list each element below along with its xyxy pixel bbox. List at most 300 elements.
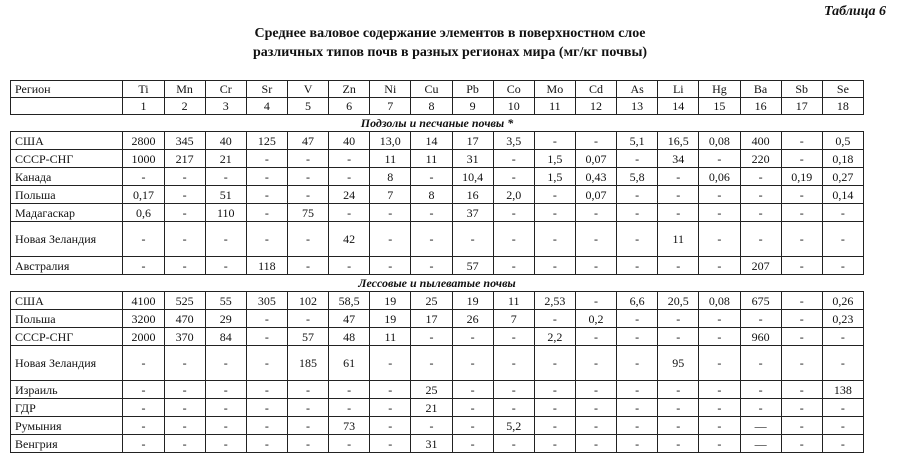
value-cell: 47 (287, 132, 328, 150)
value-cell: 5,2 (493, 417, 534, 435)
value-cell: - (411, 346, 452, 381)
table-row (11, 222, 864, 257)
value-cell: 0,26 (822, 292, 863, 310)
region-cell: США (11, 292, 123, 310)
value-cell: - (329, 399, 370, 417)
value-cell: - (699, 346, 740, 381)
value-cell: - (493, 150, 534, 168)
value-cell: - (699, 222, 740, 257)
value-cell: - (575, 417, 616, 435)
value-cell: - (781, 132, 822, 150)
value-cell: 0,14 (822, 186, 863, 204)
value-cell: 1000 (123, 150, 164, 168)
value-cell: - (617, 150, 658, 168)
value-cell: 305 (246, 292, 287, 310)
value-cell: - (246, 310, 287, 328)
header-number: 5 (287, 98, 328, 115)
value-cell: 0,08 (699, 292, 740, 310)
value-cell: - (534, 399, 575, 417)
header-number: 10 (493, 98, 534, 115)
value-cell: - (411, 328, 452, 346)
value-cell: - (699, 186, 740, 204)
region-cell: Новая Зеландия (11, 346, 123, 381)
value-cell: 0,2 (575, 310, 616, 328)
value-cell: 48 (329, 328, 370, 346)
header-element: Mo (534, 81, 575, 98)
value-cell: - (411, 204, 452, 222)
value-cell: - (246, 328, 287, 346)
value-cell: - (740, 204, 781, 222)
table-row (11, 417, 864, 435)
value-cell: 0,17 (123, 186, 164, 204)
value-cell: - (123, 381, 164, 399)
value-cell: 25 (411, 381, 452, 399)
value-cell: - (699, 399, 740, 417)
value-cell: - (699, 310, 740, 328)
value-cell: 0,19 (781, 168, 822, 186)
value-cell: 3,5 (493, 132, 534, 150)
value-cell: 40 (329, 132, 370, 150)
value-cell: - (123, 399, 164, 417)
value-cell: 7 (370, 186, 411, 204)
region-cell: Польша (11, 186, 123, 204)
header-number: 15 (699, 98, 740, 115)
region-cell: Венгрия (11, 435, 123, 453)
value-cell: 118 (246, 257, 287, 275)
value-cell: - (822, 346, 863, 381)
value-cell: - (534, 186, 575, 204)
table-row (11, 150, 864, 168)
value-cell: 10,4 (452, 168, 493, 186)
value-cell: 138 (822, 381, 863, 399)
value-cell: - (740, 346, 781, 381)
header-number: 18 (822, 98, 863, 115)
value-cell: 40 (205, 132, 246, 150)
header-number: 12 (575, 98, 616, 115)
value-cell: - (411, 257, 452, 275)
value-cell: - (534, 346, 575, 381)
value-cell: 26 (452, 310, 493, 328)
value-cell: - (205, 222, 246, 257)
value-cell: - (329, 435, 370, 453)
header-element: Sr (246, 81, 287, 98)
value-cell: - (246, 435, 287, 453)
value-cell: 370 (164, 328, 205, 346)
value-cell: 95 (658, 346, 699, 381)
value-cell: 8 (370, 168, 411, 186)
table-row (11, 381, 864, 399)
value-cell: - (822, 399, 863, 417)
value-cell: 84 (205, 328, 246, 346)
value-cell: 345 (164, 132, 205, 150)
value-cell: - (287, 222, 328, 257)
value-cell: - (246, 381, 287, 399)
value-cell: 1,5 (534, 168, 575, 186)
value-cell: - (575, 257, 616, 275)
value-cell: - (493, 346, 534, 381)
table-row (11, 310, 864, 328)
header-number: 17 (781, 98, 822, 115)
value-cell: - (740, 381, 781, 399)
header-number: 7 (370, 98, 411, 115)
header-number: 4 (246, 98, 287, 115)
value-cell: - (575, 222, 616, 257)
table-row (11, 257, 864, 275)
value-cell: 7 (493, 310, 534, 328)
value-cell: - (781, 257, 822, 275)
header-element: V (287, 81, 328, 98)
header-element: Ni (370, 81, 411, 98)
value-cell: - (287, 417, 328, 435)
value-cell: - (658, 381, 699, 399)
value-cell: - (287, 435, 328, 453)
value-cell: - (164, 204, 205, 222)
header-row-numbers (11, 98, 864, 115)
value-cell: - (822, 435, 863, 453)
value-cell: 0,08 (699, 132, 740, 150)
value-cell: - (658, 186, 699, 204)
value-cell: - (164, 417, 205, 435)
value-cell: - (534, 222, 575, 257)
table-row (11, 168, 864, 186)
value-cell: - (658, 328, 699, 346)
value-cell: - (575, 328, 616, 346)
region-cell: СССР-СНГ (11, 150, 123, 168)
value-cell: - (411, 222, 452, 257)
header-region-blank (11, 98, 123, 115)
data-table (10, 80, 864, 453)
value-cell: - (658, 204, 699, 222)
value-cell: 2,0 (493, 186, 534, 204)
value-cell: - (699, 381, 740, 399)
header-element: Se (822, 81, 863, 98)
value-cell: - (493, 222, 534, 257)
value-cell: - (452, 346, 493, 381)
value-cell: - (740, 399, 781, 417)
value-cell: 0,06 (699, 168, 740, 186)
header-number: 11 (534, 98, 575, 115)
value-cell: - (452, 222, 493, 257)
value-cell: - (246, 417, 287, 435)
value-cell: - (617, 186, 658, 204)
value-cell: - (617, 435, 658, 453)
value-cell: - (493, 168, 534, 186)
value-cell: - (534, 310, 575, 328)
region-cell: Израиль (11, 381, 123, 399)
value-cell: - (205, 168, 246, 186)
value-cell: - (370, 204, 411, 222)
value-cell: 217 (164, 150, 205, 168)
value-cell: 675 (740, 292, 781, 310)
value-cell: - (452, 435, 493, 453)
section-header-row (11, 275, 864, 292)
value-cell: 21 (411, 399, 452, 417)
value-cell: - (123, 417, 164, 435)
table-row (11, 186, 864, 204)
value-cell: 17 (411, 310, 452, 328)
value-cell: - (822, 222, 863, 257)
value-cell: - (452, 381, 493, 399)
value-cell: 57 (452, 257, 493, 275)
value-cell: - (617, 399, 658, 417)
value-cell: - (329, 168, 370, 186)
value-cell: - (617, 417, 658, 435)
value-cell: 2,53 (534, 292, 575, 310)
value-cell: - (123, 435, 164, 453)
header-element: Ba (740, 81, 781, 98)
value-cell: 14 (411, 132, 452, 150)
title-line-2: различных типов почв в разных регионах мира (мг/кг почвы) (252, 45, 648, 60)
value-cell: 11 (370, 328, 411, 346)
value-cell: 2000 (123, 328, 164, 346)
value-cell: 37 (452, 204, 493, 222)
value-cell: 21 (205, 150, 246, 168)
value-cell: - (123, 168, 164, 186)
value-cell: 4100 (123, 292, 164, 310)
region-cell: Канада (11, 168, 123, 186)
value-cell: - (740, 186, 781, 204)
value-cell: - (205, 399, 246, 417)
header-element: Cr (205, 81, 246, 98)
value-cell: - (699, 204, 740, 222)
value-cell: 1,5 (534, 150, 575, 168)
value-cell: - (534, 381, 575, 399)
value-cell: 185 (287, 346, 328, 381)
region-cell: Австралия (11, 257, 123, 275)
table-number-label: Таблица 6 (824, 4, 886, 19)
value-cell: 2,2 (534, 328, 575, 346)
value-cell: - (781, 204, 822, 222)
value-cell: - (164, 435, 205, 453)
header-element: Mn (164, 81, 205, 98)
value-cell: 16 (452, 186, 493, 204)
value-cell: - (534, 204, 575, 222)
value-cell: 29 (205, 310, 246, 328)
value-cell: 0,23 (822, 310, 863, 328)
value-cell: - (822, 257, 863, 275)
section-header-row (11, 115, 864, 132)
table-title (0, 24, 900, 62)
value-cell: 3200 (123, 310, 164, 328)
value-cell: 19 (370, 292, 411, 310)
value-cell: - (411, 417, 452, 435)
value-cell: - (205, 257, 246, 275)
value-cell: - (329, 150, 370, 168)
table-row (11, 328, 864, 346)
value-cell: 8 (411, 186, 452, 204)
region-cell: Новая Зеландия (11, 222, 123, 257)
value-cell: - (575, 435, 616, 453)
header-number: 1 (123, 98, 164, 115)
header-number: 13 (617, 98, 658, 115)
header-element: Li (658, 81, 699, 98)
value-cell: - (452, 417, 493, 435)
value-cell: - (617, 222, 658, 257)
value-cell: - (452, 399, 493, 417)
value-cell: - (575, 292, 616, 310)
value-cell: - (699, 257, 740, 275)
value-cell: 220 (740, 150, 781, 168)
value-cell: - (370, 399, 411, 417)
value-cell: - (370, 435, 411, 453)
value-cell: 110 (205, 204, 246, 222)
value-cell: - (287, 168, 328, 186)
value-cell: - (781, 328, 822, 346)
value-cell: - (164, 399, 205, 417)
value-cell: 20,5 (658, 292, 699, 310)
value-cell: 0,27 (822, 168, 863, 186)
header-element: Hg (699, 81, 740, 98)
value-cell: 0,07 (575, 186, 616, 204)
value-cell: 17 (452, 132, 493, 150)
value-cell: 0,43 (575, 168, 616, 186)
value-cell: - (123, 222, 164, 257)
value-cell: - (287, 310, 328, 328)
value-cell: 0,6 (123, 204, 164, 222)
value-cell: - (822, 204, 863, 222)
value-cell: 11 (493, 292, 534, 310)
table-row (11, 399, 864, 417)
value-cell: — (740, 417, 781, 435)
value-cell: - (740, 222, 781, 257)
value-cell: 19 (452, 292, 493, 310)
section-title: Подзолы и песчаные почвы * (11, 115, 864, 132)
value-cell: - (164, 346, 205, 381)
header-element: Ti (123, 81, 164, 98)
value-cell: - (329, 381, 370, 399)
header-number: 9 (452, 98, 493, 115)
value-cell: - (205, 346, 246, 381)
value-cell: - (164, 381, 205, 399)
value-cell: 960 (740, 328, 781, 346)
value-cell: 13,0 (370, 132, 411, 150)
value-cell: - (164, 222, 205, 257)
value-cell: 57 (287, 328, 328, 346)
value-cell: - (658, 310, 699, 328)
value-cell: - (287, 381, 328, 399)
value-cell: 11 (411, 150, 452, 168)
header-element: As (617, 81, 658, 98)
value-cell: - (781, 435, 822, 453)
value-cell: 125 (246, 132, 287, 150)
value-cell: — (740, 435, 781, 453)
value-cell: 55 (205, 292, 246, 310)
header-element: Cu (411, 81, 452, 98)
value-cell: 0,18 (822, 150, 863, 168)
header-row-elements (11, 81, 864, 98)
value-cell: - (617, 310, 658, 328)
value-cell: 19 (370, 310, 411, 328)
value-cell: - (411, 168, 452, 186)
value-cell: - (370, 346, 411, 381)
value-cell: 5,8 (617, 168, 658, 186)
region-cell: Мадагаскар (11, 204, 123, 222)
value-cell: - (493, 399, 534, 417)
table-row (11, 204, 864, 222)
value-cell: - (699, 417, 740, 435)
value-cell: - (575, 204, 616, 222)
header-element: Pb (452, 81, 493, 98)
value-cell: - (781, 222, 822, 257)
value-cell: 24 (329, 186, 370, 204)
value-cell: - (164, 168, 205, 186)
value-cell: 16,5 (658, 132, 699, 150)
table-row (11, 292, 864, 310)
value-cell: - (658, 168, 699, 186)
header-element: Co (493, 81, 534, 98)
value-cell: - (287, 257, 328, 275)
value-cell: - (164, 257, 205, 275)
value-cell: - (658, 435, 699, 453)
value-cell: - (617, 328, 658, 346)
value-cell: 0,07 (575, 150, 616, 168)
value-cell: - (781, 399, 822, 417)
region-cell: США (11, 132, 123, 150)
header-number: 16 (740, 98, 781, 115)
value-cell: - (452, 328, 493, 346)
value-cell: - (287, 399, 328, 417)
value-cell: 5,1 (617, 132, 658, 150)
value-cell: - (123, 257, 164, 275)
region-cell: СССР-СНГ (11, 328, 123, 346)
value-cell: - (493, 381, 534, 399)
value-cell: 0,5 (822, 132, 863, 150)
value-cell: - (534, 417, 575, 435)
value-cell: - (493, 328, 534, 346)
header-element: Sb (781, 81, 822, 98)
header-number: 2 (164, 98, 205, 115)
header-region: Регион (11, 81, 123, 98)
value-cell: - (534, 257, 575, 275)
region-cell: Румыния (11, 417, 123, 435)
value-cell: - (699, 328, 740, 346)
value-cell: 61 (329, 346, 370, 381)
value-cell: - (205, 417, 246, 435)
value-cell: - (493, 435, 534, 453)
value-cell: 51 (205, 186, 246, 204)
value-cell: - (740, 168, 781, 186)
value-cell: - (246, 222, 287, 257)
value-cell: - (246, 186, 287, 204)
value-cell: - (205, 381, 246, 399)
value-cell: - (822, 417, 863, 435)
value-cell: - (781, 381, 822, 399)
value-cell: - (658, 417, 699, 435)
value-cell: - (575, 381, 616, 399)
value-cell: - (740, 310, 781, 328)
value-cell: 400 (740, 132, 781, 150)
value-cell: - (246, 346, 287, 381)
value-cell: - (534, 435, 575, 453)
header-number: 3 (205, 98, 246, 115)
value-cell: 525 (164, 292, 205, 310)
header-element: Cd (575, 81, 616, 98)
value-cell: - (575, 346, 616, 381)
header-number: 14 (658, 98, 699, 115)
value-cell: - (617, 204, 658, 222)
value-cell: - (329, 257, 370, 275)
value-cell: 470 (164, 310, 205, 328)
value-cell: 6,6 (617, 292, 658, 310)
value-cell: - (822, 328, 863, 346)
value-cell: - (493, 257, 534, 275)
value-cell: 31 (411, 435, 452, 453)
value-cell: - (370, 417, 411, 435)
value-cell: - (246, 204, 287, 222)
value-cell: - (370, 381, 411, 399)
table-row (11, 132, 864, 150)
value-cell: - (699, 150, 740, 168)
